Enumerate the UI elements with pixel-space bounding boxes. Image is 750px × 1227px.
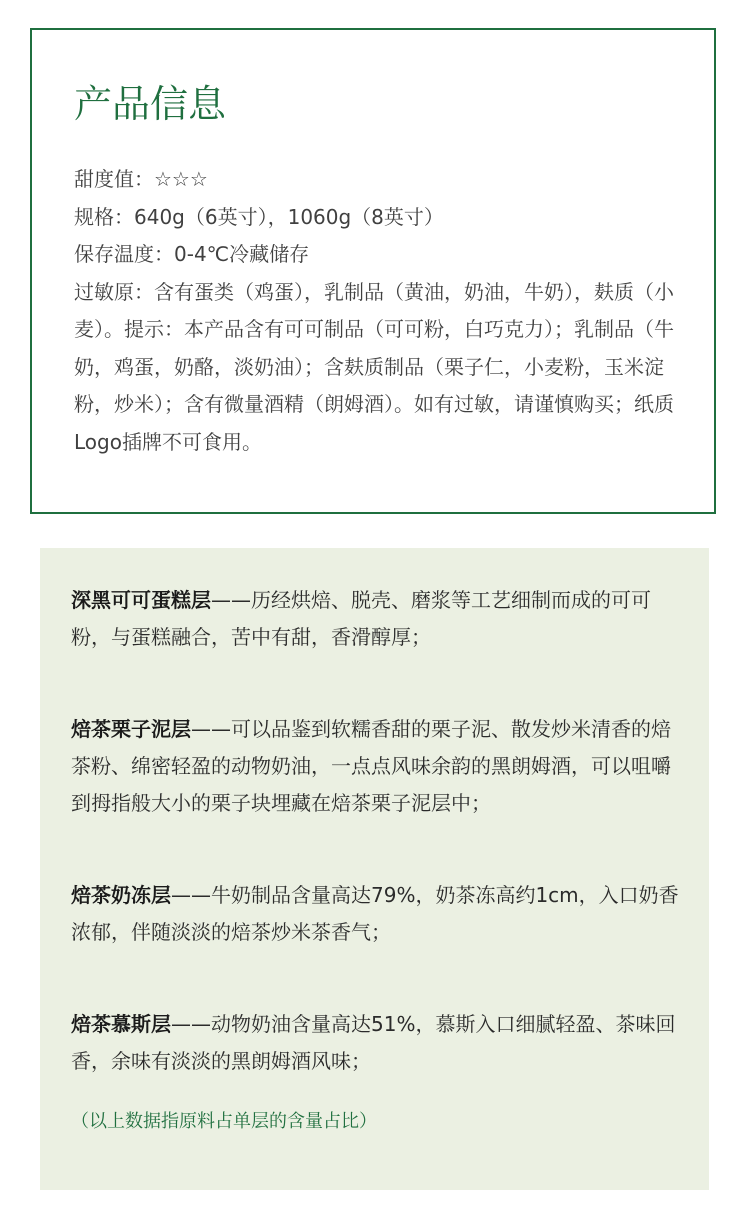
product-info-box bbox=[30, 28, 716, 514]
allergen-paragraph: 过敏原：含有蛋类（鸡蛋），乳制品（黄油，奶油，牛奶），麸质（小麦）。提示：本产品含有可可制品（可可粉，白巧克力）；乳制品（牛奶，鸡蛋，奶酪，淡奶油）；含麸质制品（栗子仁，小麦粉，玉米淀粉，炒米）；含有微量酒精（朗姆酒）。如有过敏，请谨慎购买；纸质Logo插牌不可食用。 bbox=[74, 279, 674, 454]
layer-description: ——历经烘焙、脱壳、磨浆等工艺细制而成的可可粉，与蛋糕融合，苦中有甜，香滑醇厚； bbox=[71, 588, 651, 649]
product-info-lines bbox=[74, 161, 684, 461]
storage-line: 保存温度：0-4℃冷藏储存 bbox=[74, 242, 310, 266]
layer-chestnut-puree bbox=[71, 711, 681, 822]
layer-mousse bbox=[71, 1006, 681, 1080]
layer-milk-jelly bbox=[71, 877, 681, 951]
layer-name: 焙茶奶冻层 bbox=[71, 883, 171, 907]
layer-name: 焙茶栗子泥层 bbox=[71, 717, 191, 741]
data-footnote: （以上数据指原料占单层的含量占比） bbox=[71, 1111, 377, 1132]
sweetness-line: 甜度值：☆☆☆ bbox=[74, 167, 208, 191]
layer-name: 深黑可可蛋糕层 bbox=[71, 588, 211, 612]
layer-name: 焙茶慕斯层 bbox=[71, 1012, 171, 1036]
cake-layers-list bbox=[71, 582, 681, 1135]
product-info-title: 产品信息 bbox=[74, 82, 227, 126]
layer-description: ——动物奶油含量高达51%，慕斯入口细腻轻盈、茶味回香，余味有淡淡的黑朗姆酒风味； bbox=[71, 1012, 676, 1073]
cake-layers-panel bbox=[40, 548, 709, 1190]
layer-cocoa-cake bbox=[71, 582, 681, 656]
layer-description: ——牛奶制品含量高达79%，奶茶冻高约1cm，入口奶香浓郁，伴随淡淡的焙茶炒米茶香气； bbox=[71, 883, 679, 944]
spec-line: 规格：640g（6英寸），1060g（8英寸） bbox=[74, 204, 444, 229]
layer-description: ——可以品鉴到软糯香甜的栗子泥、散发炒米清香的焙茶粉、绵密轻盈的动物奶油，一点点风味余韵的黑朗姆酒，可以咀嚼到拇指般大小的栗子块埋藏在焙茶栗子泥层中； bbox=[71, 717, 671, 815]
